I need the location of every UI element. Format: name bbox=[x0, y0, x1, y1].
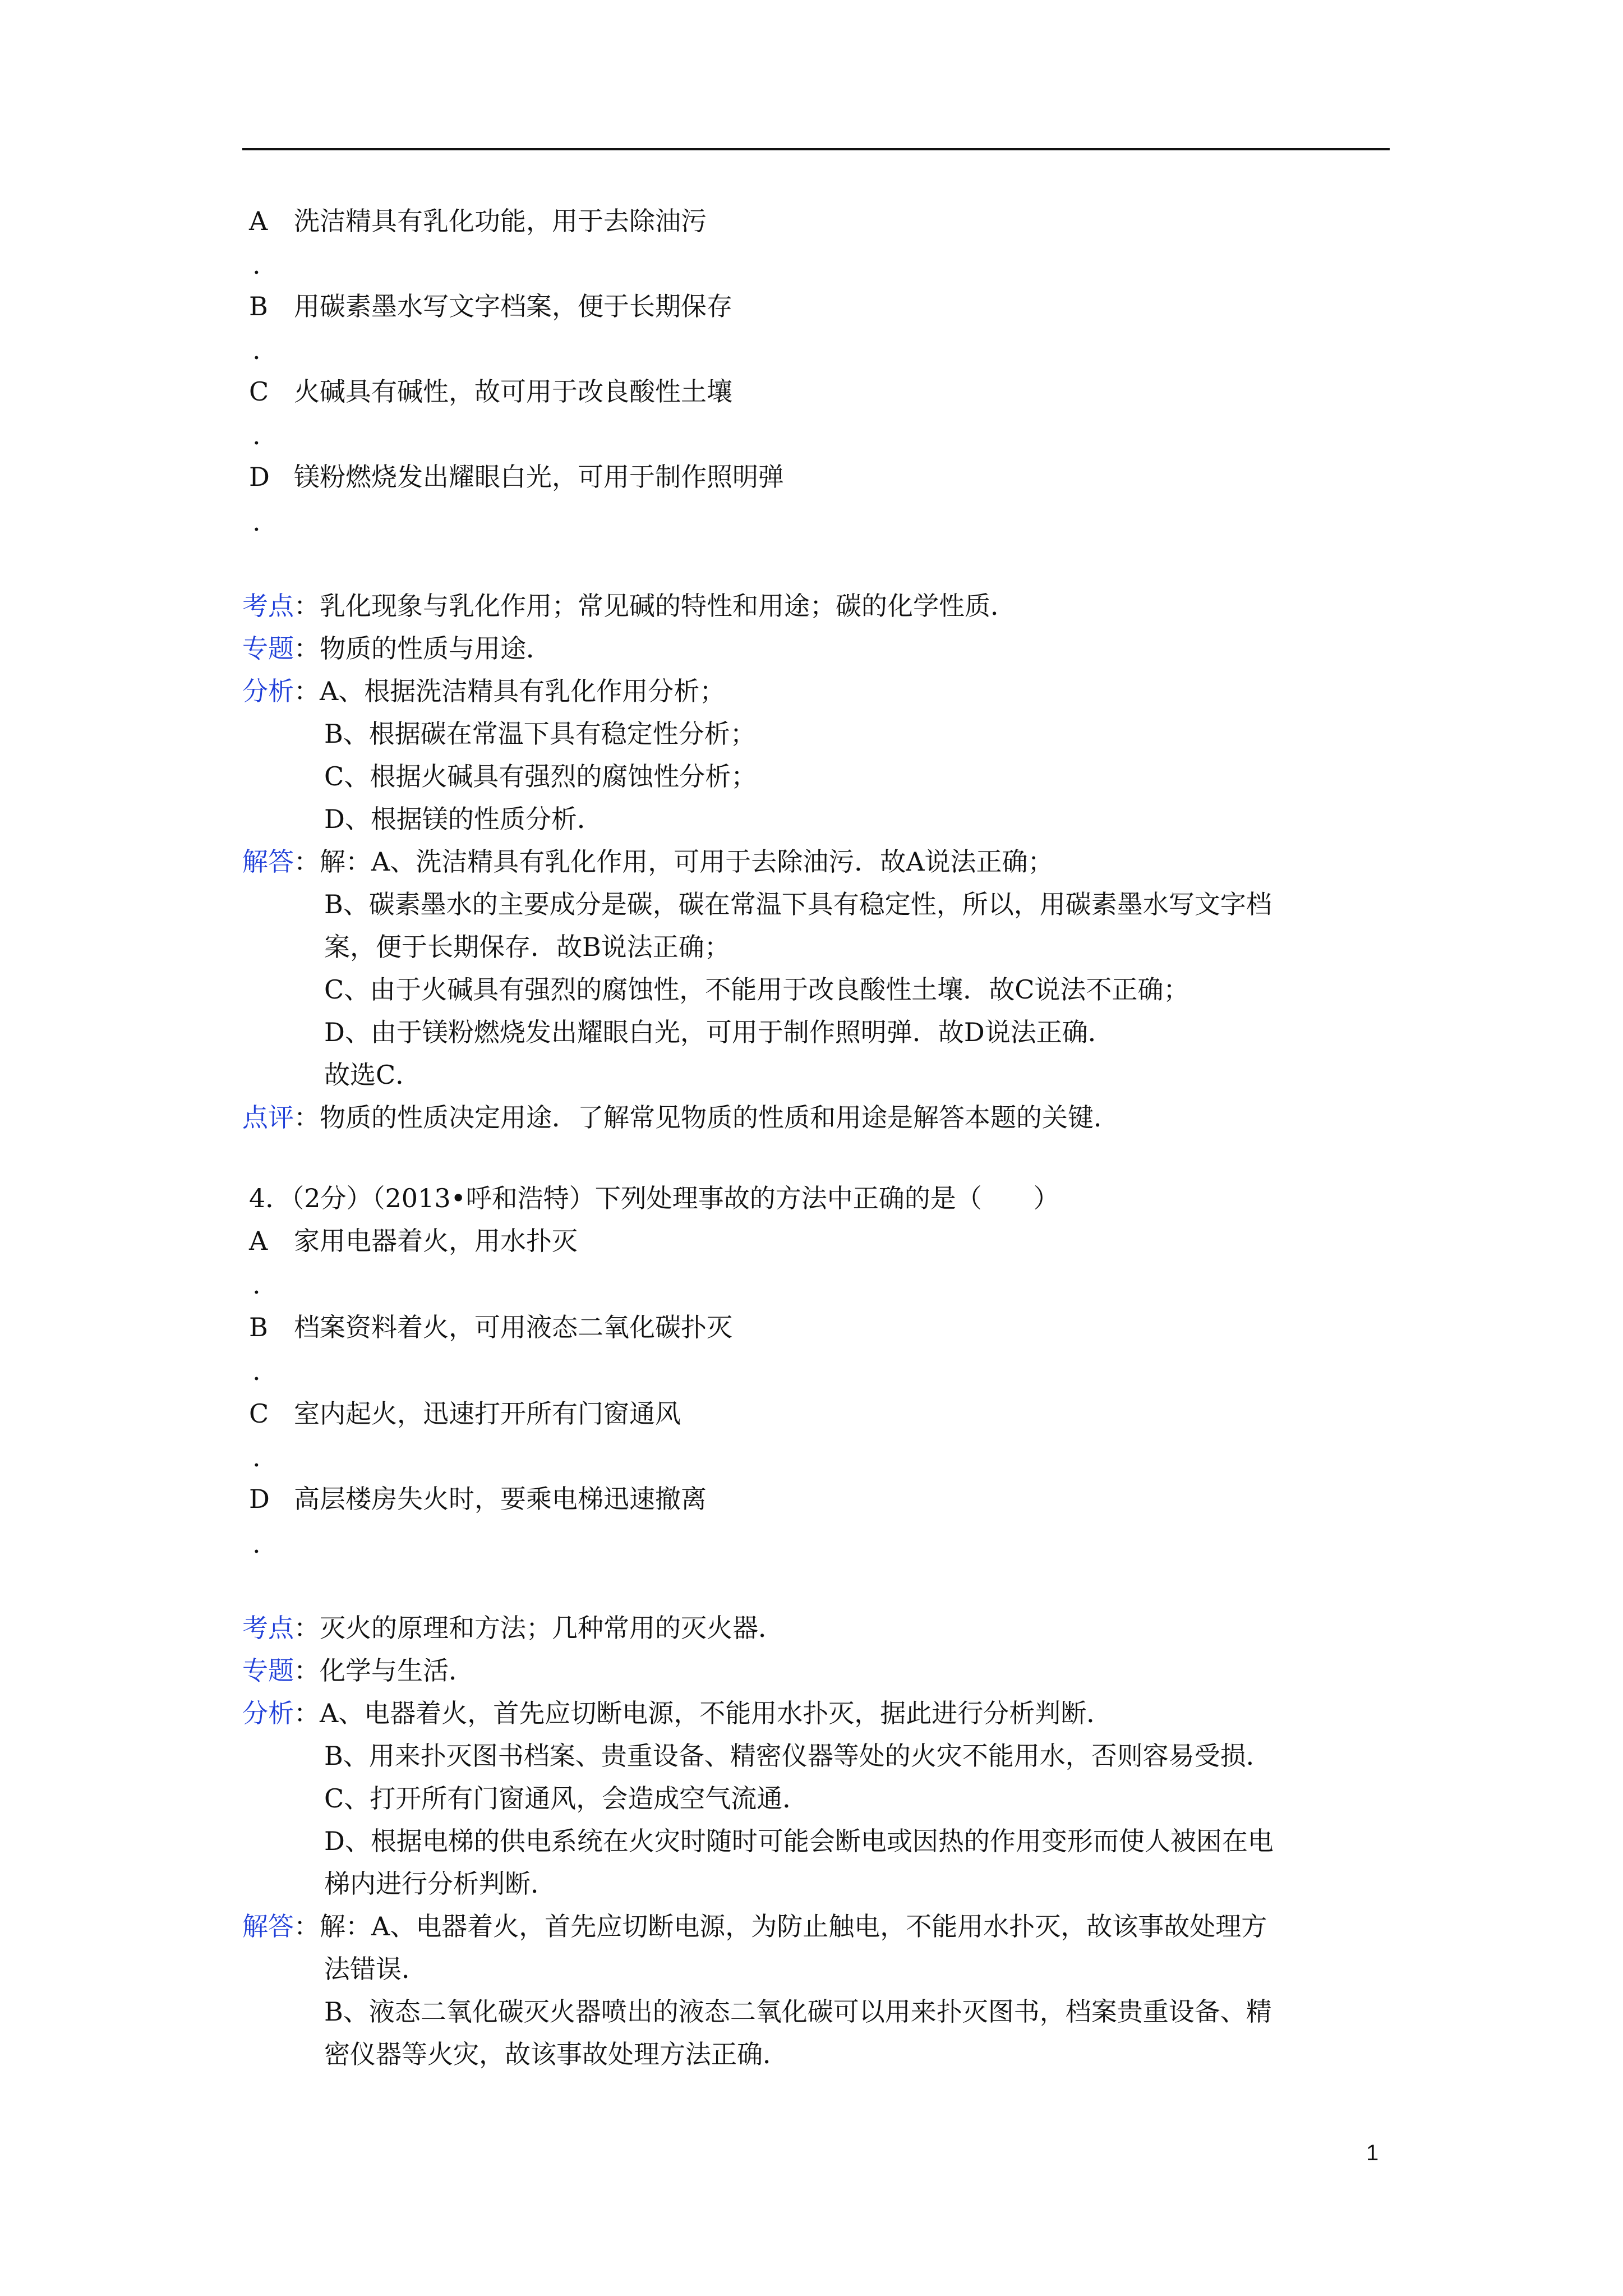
header-rule bbox=[242, 148, 1390, 150]
kaodian-label: 考点 bbox=[242, 591, 294, 621]
option-dot: . bbox=[252, 1356, 261, 1386]
option-b-text: 档案资料着火，可用液态二氧化碳扑灭 bbox=[294, 1312, 732, 1342]
kaodian-row bbox=[242, 589, 1016, 623]
jieda-text: ：解：A、洗洁精具有乳化作用，可用于去除油污．故A说法正确； bbox=[294, 846, 1054, 877]
zhuanti-text: ：物质的性质与用途． bbox=[294, 633, 552, 664]
jieda-line: 法错误． bbox=[324, 1954, 427, 1984]
option-a-letter: A bbox=[249, 1226, 268, 1256]
zhuanti-label: 专题 bbox=[242, 1655, 294, 1686]
option-a-text: 家用电器着火，用水扑灭 bbox=[294, 1226, 578, 1256]
fenxi-line: B、根据碳在常温下具有稳定性分析； bbox=[324, 719, 756, 749]
jieda-line: 故选C． bbox=[324, 1060, 422, 1090]
fenxi-text: ：A、根据洗洁精具有乳化作用分析； bbox=[294, 676, 726, 706]
jieda-line: B、液态二氧化碳灭火器喷出的液态二氧化碳可以用来扑灭图书，档案贵重设备、精 bbox=[324, 1996, 1272, 2027]
option-c-text: 火碱具有碱性，故可用于改良酸性土壤 bbox=[294, 376, 732, 407]
option-dot: . bbox=[252, 250, 261, 280]
jieda-line: C、由于火碱具有强烈的腐蚀性，不能用于改良酸性土壤．故C说法不正确； bbox=[324, 974, 1189, 1005]
fenxi-line: D、根据镁的性质分析． bbox=[324, 804, 603, 834]
jieda-label: 解答 bbox=[242, 1911, 294, 1941]
dianping-row bbox=[242, 1101, 1119, 1134]
option-b-text: 用碳素墨水写文字档案，便于长期保存 bbox=[294, 291, 732, 321]
option-d-letter: D bbox=[249, 462, 270, 492]
kaodian-text: ：乳化现象与乳化作用；常见碱的特性和用途；碳的化学性质． bbox=[294, 591, 1016, 621]
page-number: 1 bbox=[1366, 2141, 1379, 2165]
option-d-letter: D bbox=[249, 1484, 270, 1514]
option-dot: . bbox=[252, 507, 261, 537]
zhuanti-text: ：化学与生活． bbox=[294, 1655, 474, 1686]
zhuanti-label: 专题 bbox=[242, 633, 294, 664]
fenxi-line: D、根据电梯的供电系统在火灾时随时可能会断电或因热的作用变形而使人被困在电 bbox=[324, 1826, 1274, 1856]
fenxi-label: 分析 bbox=[242, 1698, 294, 1728]
fenxi-row bbox=[242, 674, 725, 708]
fenxi-row bbox=[242, 1696, 1112, 1730]
fenxi-line: C、根据火碱具有强烈的腐蚀性分析； bbox=[324, 761, 757, 792]
jieda-row bbox=[242, 1910, 1267, 1943]
option-dot: . bbox=[252, 1269, 261, 1300]
jieda-text: ：解：A、电器着火，首先应切断电源，为防止触电，不能用水扑灭，故该事故处理方 bbox=[294, 1911, 1267, 1941]
option-a-text: 洗洁精具有乳化功能，用于去除油污 bbox=[294, 206, 707, 236]
option-d-text: 高层楼房失火时，要乘电梯迅速撤离 bbox=[294, 1484, 707, 1514]
jieda-line: 密仪器等火灾，故该事故处理方法正确． bbox=[324, 2039, 789, 2069]
option-dot: . bbox=[252, 1529, 261, 1559]
option-a-letter: A bbox=[249, 206, 268, 236]
option-c-text: 室内起火，迅速打开所有门窗通风 bbox=[294, 1398, 681, 1429]
option-dot: . bbox=[252, 1442, 261, 1473]
fenxi-line: 梯内进行分析判断． bbox=[324, 1869, 556, 1899]
jieda-line: B、碳素墨水的主要成分是碳，碳在常温下具有稳定性，所以，用碳素墨水写文字档 bbox=[324, 889, 1272, 919]
fenxi-line: C、打开所有门窗通风，会造成空气流通． bbox=[324, 1783, 809, 1814]
option-dot: . bbox=[252, 335, 261, 365]
option-b-letter: B bbox=[249, 1312, 268, 1342]
dianping-text: ：物质的性质决定用途．了解常见物质的性质和用途是解答本题的关键． bbox=[294, 1102, 1119, 1133]
fenxi-text: ：A、电器着火，首先应切断电源，不能用水扑灭，据此进行分析判断． bbox=[294, 1698, 1113, 1728]
zhuanti-row bbox=[242, 632, 552, 665]
kaodian-label: 考点 bbox=[242, 1613, 294, 1643]
jieda-line: D、由于镁粉燃烧发出耀眼白光，可用于制作照明弹．故D说法正确． bbox=[324, 1017, 1114, 1047]
option-c-letter: C bbox=[249, 376, 269, 407]
jieda-row bbox=[242, 845, 1053, 878]
kaodian-row bbox=[242, 1611, 784, 1645]
fenxi-line: B、用来扑灭图书档案、贵重设备、精密仪器等处的火灾不能用水，否则容易受损． bbox=[324, 1741, 1272, 1771]
jieda-label: 解答 bbox=[242, 846, 294, 877]
option-c-letter: C bbox=[249, 1398, 269, 1429]
kaodian-text: ：灭火的原理和方法；几种常用的灭火器． bbox=[294, 1613, 784, 1643]
zhuanti-row bbox=[242, 1654, 474, 1687]
option-d-text: 镁粉燃烧发出耀眼白光，可用于制作照明弹 bbox=[294, 462, 784, 492]
option-b-letter: B bbox=[249, 291, 268, 321]
fenxi-label: 分析 bbox=[242, 676, 294, 706]
option-dot: . bbox=[252, 420, 261, 450]
jieda-line: 案，便于长期保存．故B说法正确； bbox=[324, 932, 730, 962]
question-4-title: 4．（2分）（2013•呼和浩特）下列处理事故的方法中正确的是（ ） bbox=[249, 1183, 1059, 1213]
dianping-label: 点评 bbox=[242, 1102, 294, 1133]
